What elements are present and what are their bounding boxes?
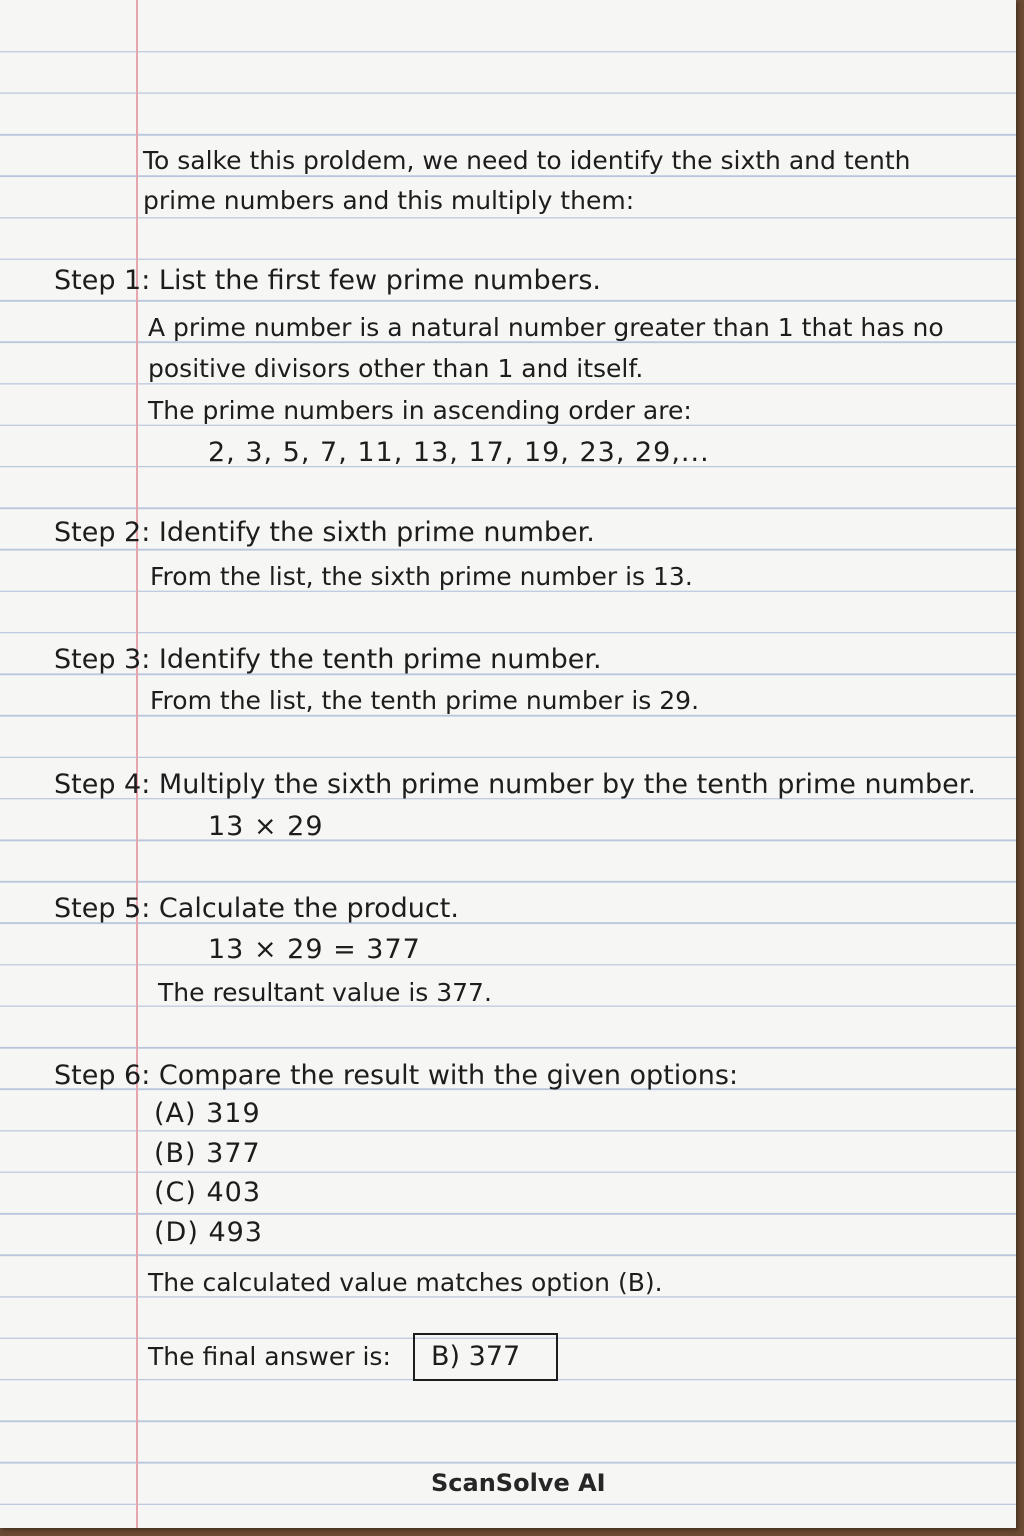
prime-list: 2, 3, 5, 7, 11, 13, 17, 19, 23, 29,... bbox=[208, 437, 710, 468]
brand-label: ScanSolve AI bbox=[431, 1469, 606, 1497]
option-b: (B) 377 bbox=[154, 1138, 261, 1169]
intro-line-1: To salke this proldem, we need to identify the sixth and tenth bbox=[143, 146, 911, 175]
option-c: (C) 403 bbox=[154, 1177, 262, 1208]
step-4-title: Step 4: Multiply the sixth prime number by the tenth prime number. bbox=[54, 769, 976, 800]
step-5-line-1: The resultant value is 377. bbox=[158, 978, 492, 1007]
step-1-line-3: The prime numbers in ascending order are: bbox=[148, 396, 692, 425]
option-d: (D) 493 bbox=[154, 1217, 263, 1248]
margin-line bbox=[136, 0, 138, 1528]
final-answer-label: The final answer is: bbox=[148, 1342, 391, 1371]
step-5-math: 13 × 29 = 377 bbox=[208, 934, 421, 965]
final-answer-box: B) 377 bbox=[413, 1333, 558, 1381]
step-1-line-1: A prime number is a natural number greater than 1 that has no bbox=[148, 313, 944, 342]
step-2-title: Step 2: Identify the sixth prime number. bbox=[54, 517, 595, 548]
step-6-line-1: The calculated value matches option (B). bbox=[148, 1268, 663, 1297]
step-6-title: Step 6: Compare the result with the given options: bbox=[54, 1060, 739, 1091]
step-2-line-1: From the list, the sixth prime number is 13. bbox=[150, 562, 693, 591]
step-3-title: Step 3: Identify the tenth prime number. bbox=[54, 644, 602, 675]
option-a: (A) 319 bbox=[154, 1098, 261, 1129]
step-5-title: Step 5: Calculate the product. bbox=[54, 893, 459, 924]
step-1-line-2: positive divisors other than 1 and itself. bbox=[148, 354, 644, 383]
step-1-title: Step 1: List the first few prime numbers. bbox=[54, 265, 601, 296]
intro-line-2: prime numbers and this multiply them: bbox=[143, 186, 635, 215]
step-3-line-1: From the list, the tenth prime number is 29. bbox=[150, 686, 700, 715]
step-4-math: 13 × 29 bbox=[208, 811, 324, 842]
